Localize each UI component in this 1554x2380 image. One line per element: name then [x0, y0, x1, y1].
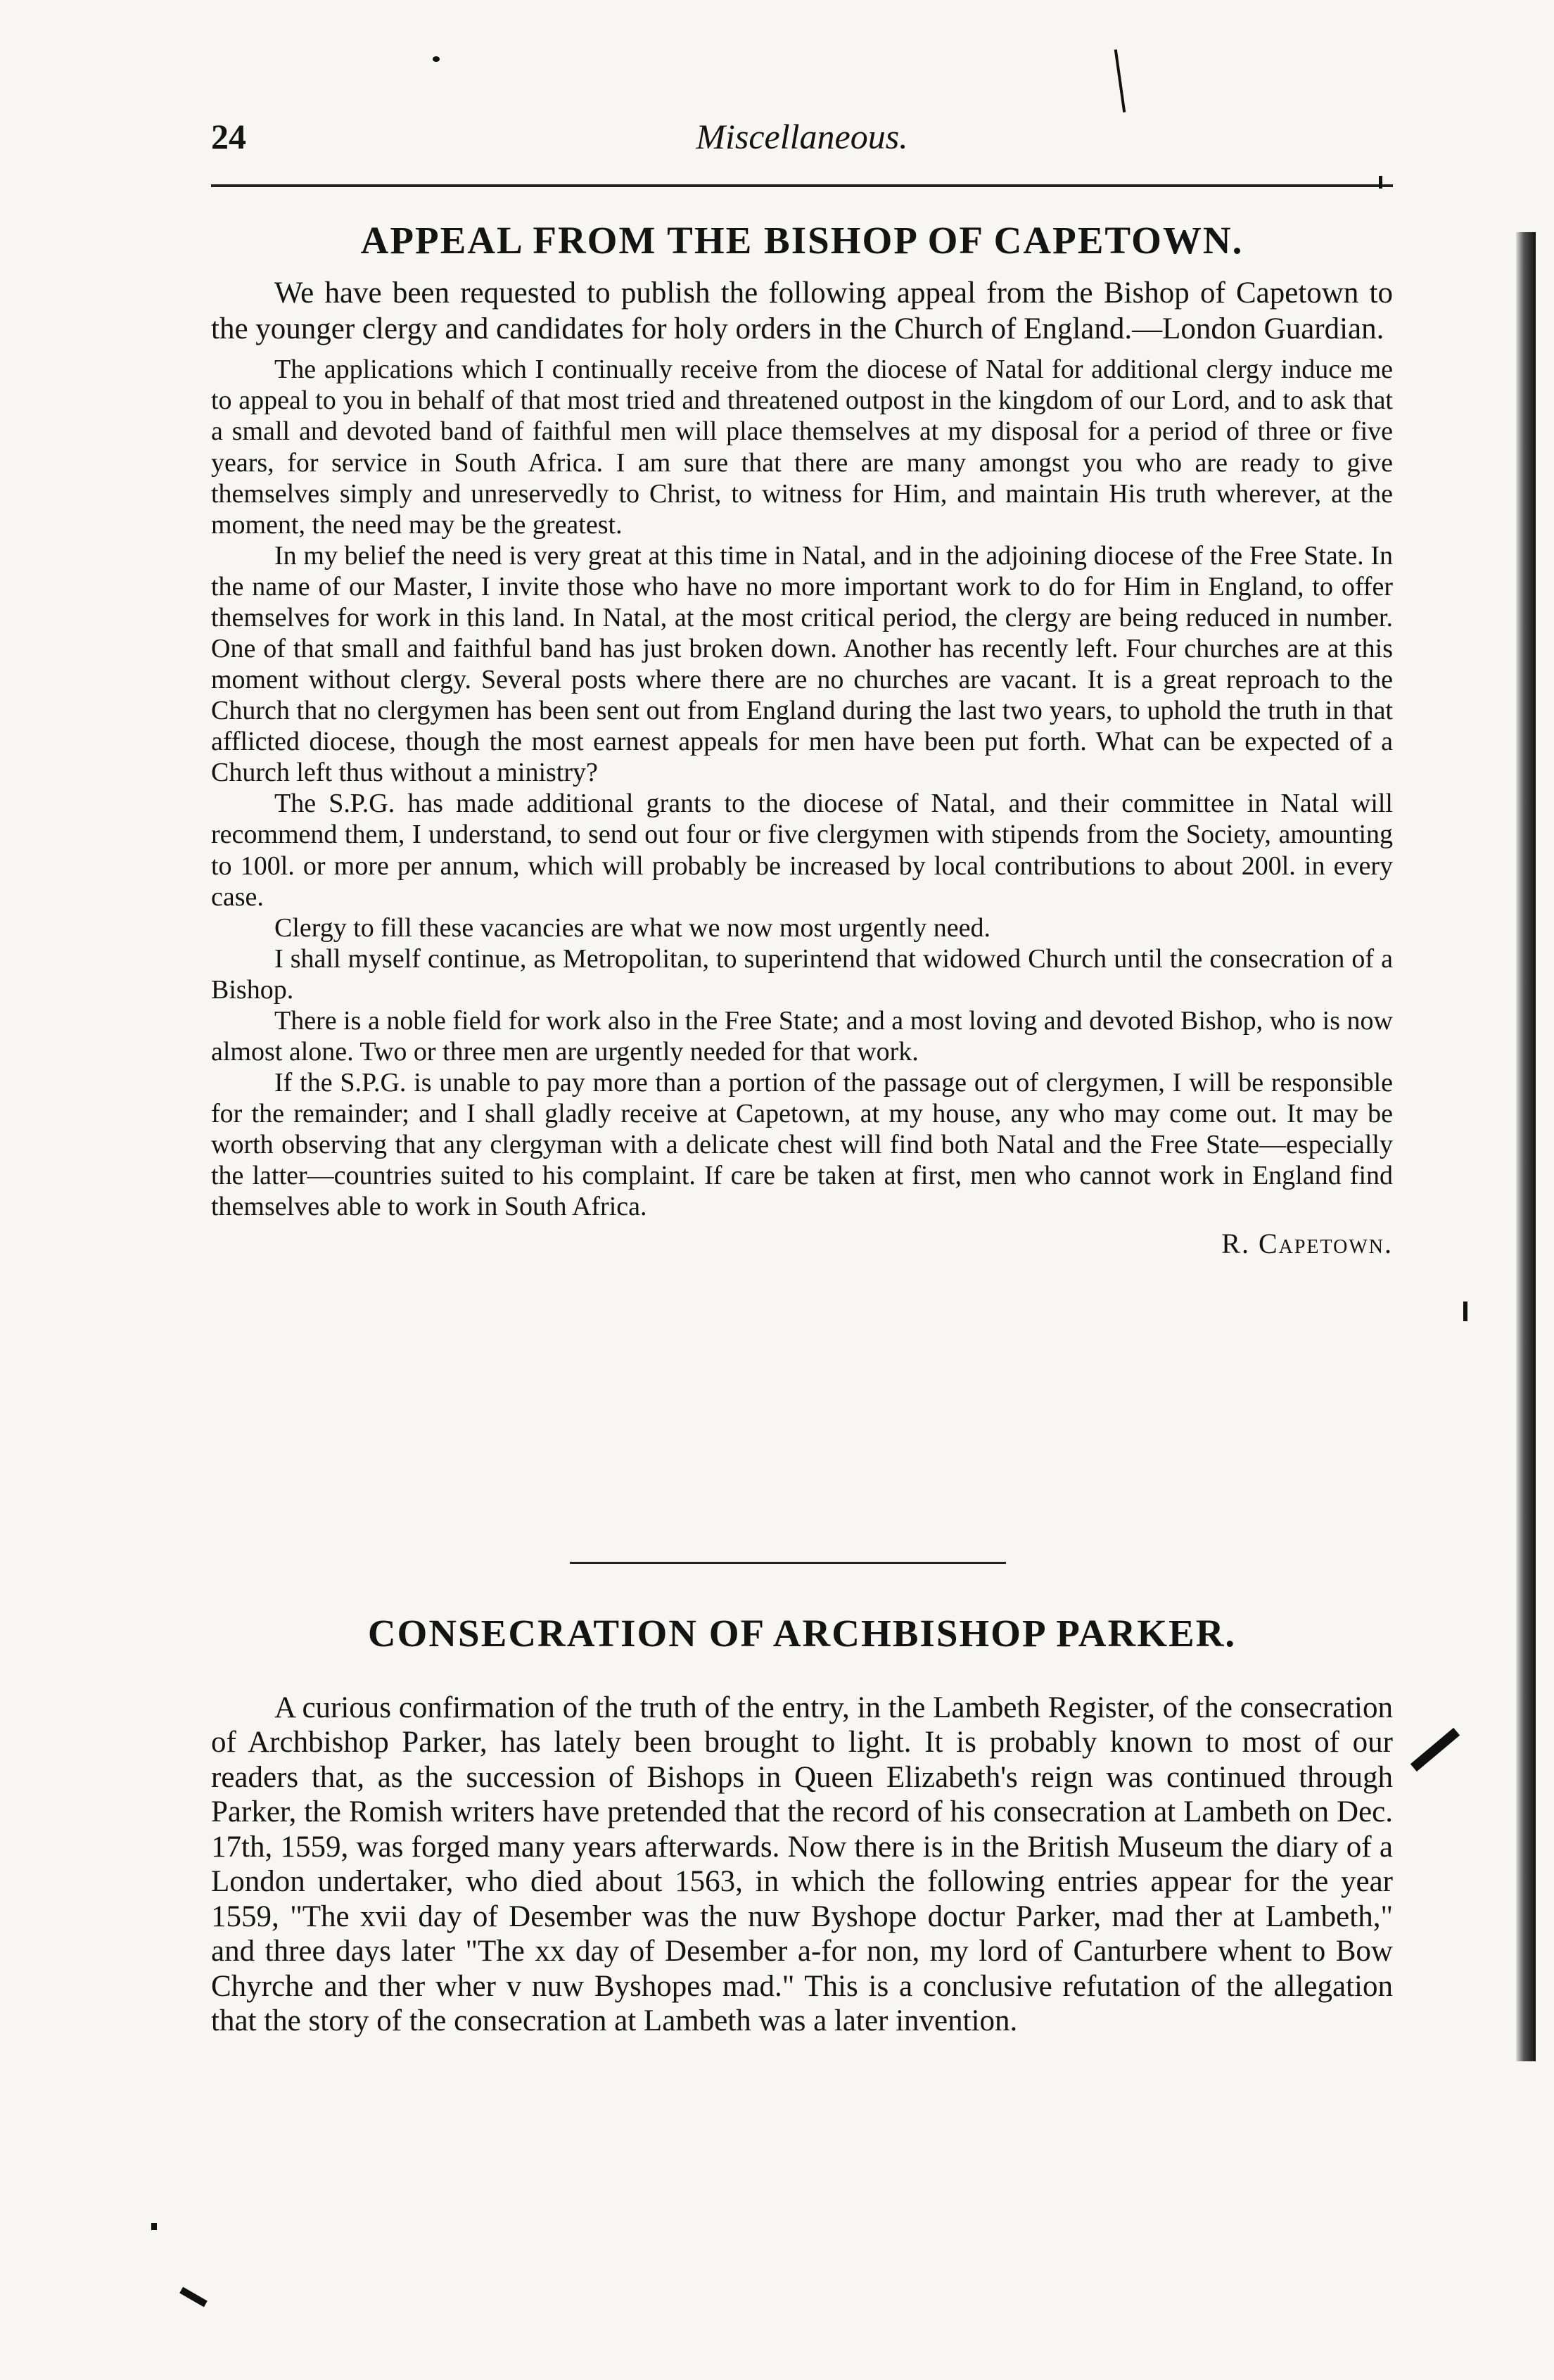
article-paragraph: A curious confirmation of the truth of the entry, in the Lambeth Register, of the consecration of Archbishop Parker, has lately been brought to light. It is probably known to most of our readers that, as the succession of Bishops in Queen Elizabeth's reign was continued through Parker, the Romish writers have pretended that the record of his consecration at Lambeth on Dec. 17th, 1559, was forged many years afterwards. Now there is in the British Museum the diary of a London undertaker, who died about 1563, in which the following entries appear for the year 1559, "The xvii day of Desember was the nuw Byshope doctur Parker, mad ther at Lambeth," and three days later "The xx day of Desember a-for non, my lord of Canturbere whent to Bow Chyrche and ther wher v nuw Byshopes mad." This is a conclusive refutation of the allegation that the story of the consecration at Lambeth was a later invention. — [211, 1691, 1393, 2037]
page-number: 24 — [211, 117, 246, 156]
letter-paragraph: If the S.P.G. is unable to pay more than a portion of the passage out of clergymen, I will be responsible for the remainder; and I shall gladly receive at Capetown, at my house, any who may come out. It may be worth observing that any clergyman with a delicate chest will find both Natal and the Free State—especially the latter—countries suited to his complaint. If care be taken at first, men who cannot work in England find themselves able to work in South Africa. — [211, 1068, 1393, 1222]
article-appeal — [211, 218, 1393, 1260]
page-header — [211, 116, 1393, 172]
article-intro: We have been requested to publish the following appeal from the Bishop of Capetown to the younger clergy and candidates for holy orders in the Church of England.—London Guardian. — [211, 276, 1393, 346]
letter-paragraph: In my belief the need is very great at this time in Natal, and in the adjoining diocese of the Free State. In the name of our Master, I invite those who have no more important work to do for Him in England, to offer themselves for work in this land. In Natal, at the most critical period, the clergy are being reduced in number. One of that small and faithful band has just broken down. Another has recently left. Four churches are at this moment without clergy. Several posts where there are no churches are vacant. It is a great reproach to the Church that no clergymen has been sent out from England during the last two years, to uphold the truth in that afflicted diocese, though the most earnest appeals for men have been put forth. What can be expected of a Church left thus without a ministry? — [211, 540, 1393, 788]
scan-mark — [1379, 176, 1382, 189]
scan-mark — [1463, 1302, 1467, 1321]
scan-mark — [433, 56, 440, 62]
signature: R. Capetown. — [1221, 1227, 1393, 1259]
scan-mark — [151, 2223, 157, 2230]
article-consecration — [211, 1611, 1393, 2038]
scan-mark — [1410, 1728, 1460, 1771]
letter-paragraph: The applications which I continually receive from the diocese of Natal for additional clergy induce me to appeal to you in behalf of that most tried and threatened outpost in the kingdom of our Lord, and to ask that a small and devoted band of faithful men will place themselves at my disposal for a period of three or five years, for service in South Africa. I am sure that there are many amongst you who are ready to give themselves simply and unreservedly to Christ, to witness for Him, and maintain His truth wherever, at the moment, the need may be the greatest. — [211, 355, 1393, 540]
section-divider — [570, 1562, 1006, 1564]
letter-paragraph: Clergy to fill these vacancies are what we now most urgently need. — [274, 912, 991, 943]
letter-paragraph: The S.P.G. has made additional grants to the diocese of Natal, and their committee in Natal will recommend them, I understand, to send out four or five clergymen with stipends from the Society, amounting to 100l. or more per annum, which will probably be increased by local contributions to about 200l. in every case. — [211, 789, 1393, 912]
letter-body — [211, 354, 1393, 1222]
article-title: CONSECRATION OF ARCHBISHOP PARKER. — [367, 1612, 1237, 1655]
letter-paragraph: There is a noble field for work also in the Free State; and a most loving and devoted Bishop, who is now almost alone. Two or three men are urgently needed for that work. — [211, 1005, 1393, 1067]
header-rule — [211, 184, 1393, 187]
article-title: APPEAL FROM THE BISHOP OF CAPETOWN. — [360, 219, 1244, 262]
scan-mark — [1114, 49, 1126, 113]
page-edge-shadow — [1516, 232, 1536, 2061]
running-head: Miscellaneous. — [696, 117, 908, 156]
scan-mark — [179, 2287, 208, 2308]
letter-paragraph: I shall myself continue, as Metropolitan, to superintend that widowed Church until the consecration of a Bishop. — [211, 943, 1393, 1005]
